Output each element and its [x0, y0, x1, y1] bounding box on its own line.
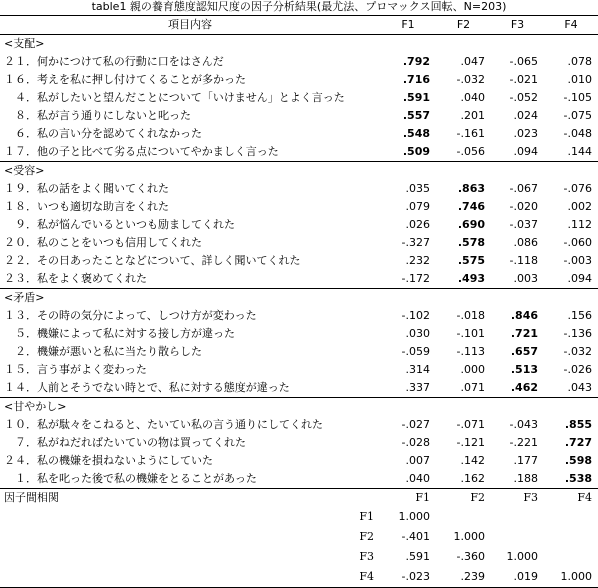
- item-column-header: 項目内容: [0, 16, 380, 35]
- loading-value: .846: [510, 309, 538, 322]
- item-row: [0, 143, 598, 162]
- correlation-column-header: F1: [380, 489, 436, 508]
- loading-value: .716: [402, 73, 430, 86]
- loading-value: .493: [457, 272, 485, 285]
- item-row: [0, 216, 598, 234]
- loading-value: -.221: [509, 436, 538, 449]
- loading-value: .509: [402, 145, 430, 158]
- item-text: ２４．私の機嫌を損ねないようにしていた: [4, 454, 213, 467]
- item-row: [0, 361, 598, 379]
- group-label-row: [0, 398, 598, 417]
- item-text: ４．私がしたいと望んだことについて「いけません」とよく言った: [4, 91, 345, 104]
- loading-value: -.071: [456, 418, 485, 431]
- correlation-row-label: F3: [359, 550, 374, 563]
- item-text: １５．言う事がよく変わった: [4, 363, 147, 376]
- loading-value: -.161: [456, 127, 485, 140]
- correlation-label: 因子間相関: [0, 489, 380, 508]
- loading-value: .657: [510, 345, 538, 358]
- factor-column-header: F4: [544, 16, 598, 35]
- factor-analysis-table: [0, 15, 598, 588]
- loading-value: -.327: [401, 236, 430, 249]
- loading-value: .538: [564, 472, 592, 485]
- loading-value: .040: [460, 91, 485, 104]
- group-label: <矛盾>: [0, 289, 598, 308]
- loading-value: .003: [513, 272, 538, 285]
- item-text: ５．機嫌によって私に対する接し方が違った: [4, 327, 235, 340]
- correlation-value: 1.000: [544, 567, 598, 588]
- loading-value: -.018: [456, 309, 485, 322]
- item-text: ２３．私をよく褒めてくれた: [4, 272, 147, 285]
- loading-value: .156: [567, 309, 592, 322]
- correlation-row: [0, 567, 598, 588]
- item-row: [0, 325, 598, 343]
- correlation-column-header: F3: [491, 489, 544, 508]
- item-text: ７．私がねだればたいていの物は買ってくれた: [4, 436, 246, 449]
- correlation-column-header: F4: [544, 489, 598, 508]
- item-row: [0, 416, 598, 434]
- item-row: [0, 343, 598, 361]
- loading-value: .557: [402, 109, 430, 122]
- item-row: [0, 107, 598, 125]
- item-row: [0, 234, 598, 252]
- correlation-row: [0, 547, 598, 567]
- loading-value: .462: [510, 381, 538, 394]
- loading-value: .040: [405, 472, 430, 485]
- item-row: [0, 379, 598, 398]
- loading-value: .188: [513, 472, 538, 485]
- loading-value: .863: [457, 182, 485, 195]
- group-label-row: [0, 289, 598, 308]
- correlation-column-header: F2: [436, 489, 491, 508]
- loading-value: .177: [513, 454, 538, 467]
- item-row: [0, 307, 598, 325]
- loading-value: .337: [405, 381, 430, 394]
- group-label-row: [0, 162, 598, 181]
- item-text: ６．私の言い分を認めてくれなかった: [4, 127, 202, 140]
- item-row: [0, 53, 598, 71]
- loading-value: -.048: [563, 127, 592, 140]
- loading-value: -.121: [456, 436, 485, 449]
- item-text: １０．私が駄々をこねると、たいてい私の言う通りにしてくれた: [4, 418, 323, 431]
- correlation-value: .239: [436, 567, 491, 588]
- loading-value: .578: [457, 236, 485, 249]
- loading-value: -.113: [456, 345, 485, 358]
- loading-value: .086: [513, 236, 538, 249]
- correlation-value: -.401: [401, 530, 430, 543]
- loading-value: .024: [513, 109, 538, 122]
- group-label: <受容>: [0, 162, 598, 181]
- loading-value: .591: [402, 91, 430, 104]
- correlation-value: .019: [491, 567, 544, 588]
- loading-value: .201: [460, 109, 485, 122]
- item-text: １４．人前とそうでない時とで、私に対する態度が違った: [4, 381, 290, 394]
- loading-value: -.067: [509, 182, 538, 195]
- item-row: [0, 198, 598, 216]
- factor-column-header: F2: [436, 16, 491, 35]
- loading-value: -.027: [401, 418, 430, 431]
- item-row: [0, 89, 598, 107]
- loading-value: .030: [405, 327, 430, 340]
- loading-value: .026: [405, 218, 430, 231]
- loading-value: .010: [567, 73, 592, 86]
- correlation-row-label: F4: [0, 567, 380, 588]
- correlation-value: [491, 507, 544, 527]
- loading-value: -.101: [456, 327, 485, 340]
- item-text: ８．私が言う通りにしないと叱った: [4, 109, 191, 122]
- loading-value: .548: [402, 127, 430, 140]
- loading-value: .727: [564, 436, 592, 449]
- correlation-value: 1.000: [506, 550, 538, 563]
- table-body: [0, 16, 598, 588]
- correlation-value: [491, 527, 544, 547]
- loading-value: -.003: [563, 254, 592, 267]
- correlation-value: [436, 507, 491, 527]
- loading-value: .002: [567, 200, 592, 213]
- item-row: [0, 71, 598, 89]
- loading-value: -.056: [456, 145, 485, 158]
- loading-value: .855: [564, 418, 592, 431]
- correlation-value: 1.000: [398, 510, 430, 523]
- item-text: ２２．その日あったことなどについて、詳しく聞いてくれた: [4, 254, 301, 267]
- loading-value: .043: [567, 381, 592, 394]
- loading-value: .721: [510, 327, 538, 340]
- table-caption: table1 親の養育態度認知尺度の因子分析結果(最尤法、プロマックス回転、N=203): [91, 0, 507, 13]
- loading-value: .078: [567, 55, 592, 68]
- loading-value: -.059: [401, 345, 430, 358]
- group-label: <支配>: [4, 37, 45, 50]
- item-row: [0, 452, 598, 470]
- loading-value: .232: [405, 254, 430, 267]
- loading-value: .598: [564, 454, 592, 467]
- correlation-row: [0, 527, 598, 547]
- item-text: ２．機嫌が悪いと私に当たり散らした: [4, 345, 202, 358]
- loading-value: -.102: [401, 309, 430, 322]
- item-row: [0, 270, 598, 289]
- item-row: [0, 434, 598, 452]
- loading-value: .035: [405, 182, 430, 195]
- correlation-value: [544, 527, 598, 547]
- header-row: [0, 16, 598, 35]
- loading-value: .144: [567, 145, 592, 158]
- loading-value: -.052: [509, 91, 538, 104]
- correlation-value: .591: [405, 550, 430, 563]
- correlation-value: [544, 547, 598, 567]
- loading-value: .094: [567, 272, 592, 285]
- correlation-value: -.360: [456, 550, 485, 563]
- loading-value: .023: [513, 127, 538, 140]
- loading-value: .007: [405, 454, 430, 467]
- loading-value: -.118: [509, 254, 538, 267]
- loading-value: -.075: [563, 109, 592, 122]
- loading-value: -.065: [509, 55, 538, 68]
- loading-value: -.136: [563, 327, 592, 340]
- loading-value: -.020: [509, 200, 538, 213]
- loading-value: -.043: [509, 418, 538, 431]
- factor-column-header: F1: [380, 16, 436, 35]
- group-label: <甘やかし>: [0, 398, 598, 417]
- item-text: １３．その時の気分によって、しつけ方が変わった: [4, 309, 257, 322]
- item-row: [0, 180, 598, 198]
- item-text: ２１．何かにつけて私の行動に口をはさんだ: [4, 55, 224, 68]
- item-row: [0, 470, 598, 489]
- loading-value: .047: [460, 55, 485, 68]
- correlation-header-row: [0, 489, 598, 508]
- loading-value: .314: [405, 363, 430, 376]
- loading-value: -.032: [563, 345, 592, 358]
- loading-value: .142: [460, 454, 485, 467]
- correlation-value: -.023: [380, 567, 436, 588]
- loading-value: -.172: [401, 272, 430, 285]
- loading-value: .112: [567, 218, 592, 231]
- group-label-row: [0, 35, 598, 54]
- item-text: １７．他の子と比べて劣る点についてやかましく言った: [4, 145, 279, 158]
- loading-value: .094: [513, 145, 538, 158]
- loading-value: .746: [457, 200, 485, 213]
- item-row: [0, 125, 598, 143]
- loading-value: .071: [460, 381, 485, 394]
- loading-value: .000: [460, 363, 485, 376]
- item-row: [0, 252, 598, 270]
- loading-value: -.060: [563, 236, 592, 249]
- loading-value: -.037: [509, 218, 538, 231]
- correlation-value: 1.000: [453, 530, 485, 543]
- correlation-row-label: F1: [359, 510, 374, 523]
- loading-value: -.105: [563, 91, 592, 104]
- loading-value: -.076: [563, 182, 592, 195]
- item-text: ２０．私のことをいつも信用してくれた: [4, 236, 202, 249]
- item-text: １９．私の話をよく聞いてくれた: [4, 182, 169, 195]
- loading-value: -.021: [509, 73, 538, 86]
- item-text: １８．いつも適切な助言をくれた: [4, 200, 169, 213]
- loading-value: .690: [457, 218, 485, 231]
- loading-value: -.032: [456, 73, 485, 86]
- loading-value: .513: [510, 363, 538, 376]
- item-text: １６．考えを私に押し付けてくることが多かった: [4, 73, 246, 86]
- correlation-value: [544, 507, 598, 527]
- loading-value: .162: [460, 472, 485, 485]
- loading-value: .575: [457, 254, 485, 267]
- correlation-row-label: F2: [359, 530, 374, 543]
- factor-column-header: F3: [491, 16, 544, 35]
- loading-value: .079: [405, 200, 430, 213]
- loading-value: .792: [402, 55, 430, 68]
- item-text: １．私を叱った後で私の機嫌をとることがあった: [4, 472, 257, 485]
- loading-value: -.028: [401, 436, 430, 449]
- item-text: ９．私が悩んでいるといつも励ましてくれた: [4, 218, 235, 231]
- correlation-row: [0, 507, 598, 527]
- loading-value: -.026: [563, 363, 592, 376]
